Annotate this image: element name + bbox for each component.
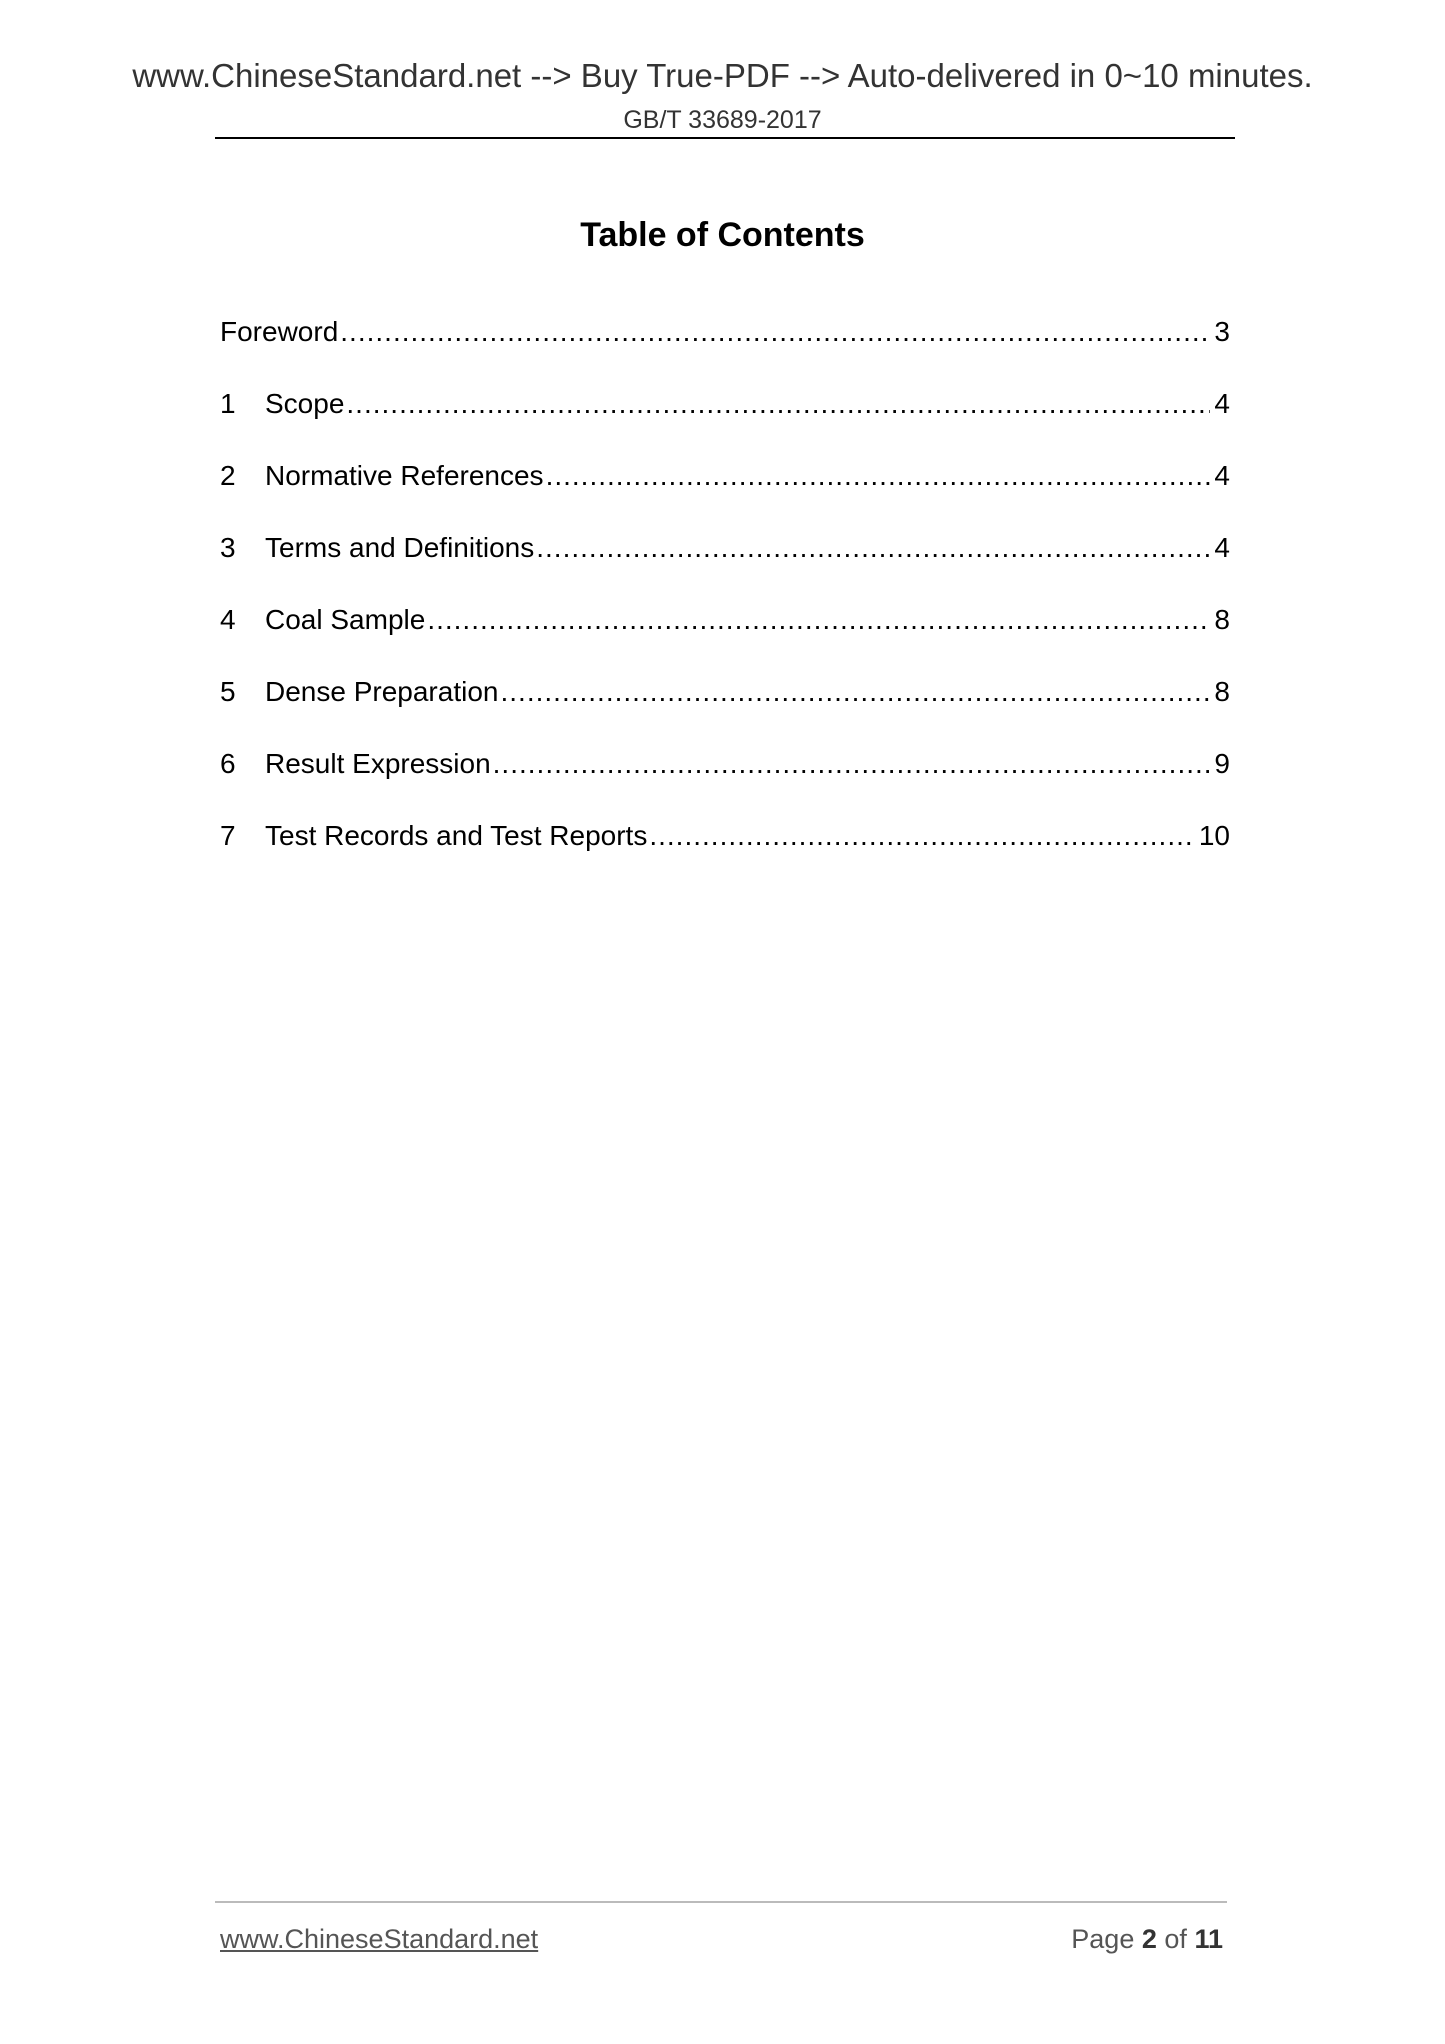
- toc-entry-number: 3: [220, 532, 236, 563]
- toc-entry-scope[interactable]: [220, 384, 1230, 456]
- page-of-label: of: [1164, 1924, 1187, 1954]
- toc-entry-label: Foreword: [220, 316, 339, 347]
- footer-divider: [215, 1901, 1227, 1903]
- toc-entry-label: Coal Sample: [265, 604, 426, 635]
- toc-leader-dots: [346, 384, 1210, 424]
- toc-entry-label: Terms and Definitions: [265, 532, 535, 563]
- toc-entry-label: Normative References: [265, 460, 544, 491]
- toc-leader-dots: [427, 600, 1210, 640]
- toc-entry-number: 7: [220, 820, 236, 851]
- page-label: Page: [1071, 1924, 1135, 1954]
- site-banner: www.ChineseStandard.net --> Buy True-PDF --> Auto-delivered in 0~10 minutes.: [132, 57, 1313, 94]
- toc-entry-test-records[interactable]: [220, 816, 1230, 888]
- toc-entry-page: 4: [1214, 532, 1230, 563]
- toc-entry-number: 1: [220, 388, 236, 419]
- toc-entry-label: Dense Preparation: [265, 676, 499, 707]
- toc-entry-page: 3: [1214, 316, 1230, 347]
- toc-entry-coal-sample[interactable]: [220, 600, 1230, 672]
- toc-entry-number: 5: [220, 676, 236, 707]
- page-current: 2: [1141, 1924, 1157, 1954]
- toc-leader-dots: [340, 312, 1210, 352]
- toc-entry-page: 4: [1214, 388, 1230, 419]
- toc-entry-page: 10: [1198, 820, 1230, 851]
- toc-leader-dots: [649, 816, 1195, 856]
- toc-entry-foreword[interactable]: [220, 312, 1230, 384]
- toc-leader-dots: [493, 744, 1211, 784]
- toc-entry-number: 2: [220, 460, 236, 491]
- toc-leader-dots: [536, 528, 1210, 568]
- toc-entry-label: Result Expression: [265, 748, 491, 779]
- toc-leader-dots: [546, 456, 1211, 496]
- toc-title: Table of Contents: [580, 215, 865, 254]
- toc-entry-label: Scope: [265, 388, 345, 419]
- standard-code: GB/T 33689-2017: [623, 106, 822, 134]
- toc-entry-label: Test Records and Test Reports: [265, 820, 648, 851]
- toc-leader-dots: [500, 672, 1210, 712]
- page-total: 11: [1194, 1924, 1223, 1954]
- toc-entry-terms-and-definitions[interactable]: [220, 528, 1230, 600]
- table-of-contents: [220, 312, 1230, 888]
- header-divider: [215, 137, 1235, 139]
- toc-entry-normative-references[interactable]: [220, 456, 1230, 528]
- toc-entry-page: 8: [1214, 676, 1230, 707]
- toc-entry-number: 6: [220, 748, 236, 779]
- footer-site-link[interactable]: www.ChineseStandard.net: [220, 1924, 539, 1954]
- toc-entry-page: 8: [1214, 604, 1230, 635]
- page-indicator: [1071, 1922, 1223, 1956]
- toc-entry-number: 4: [220, 604, 236, 635]
- toc-entry-page: 4: [1214, 460, 1230, 491]
- toc-entry-dense-preparation[interactable]: [220, 672, 1230, 744]
- toc-entry-page: 9: [1214, 748, 1230, 779]
- toc-entry-result-expression[interactable]: [220, 744, 1230, 816]
